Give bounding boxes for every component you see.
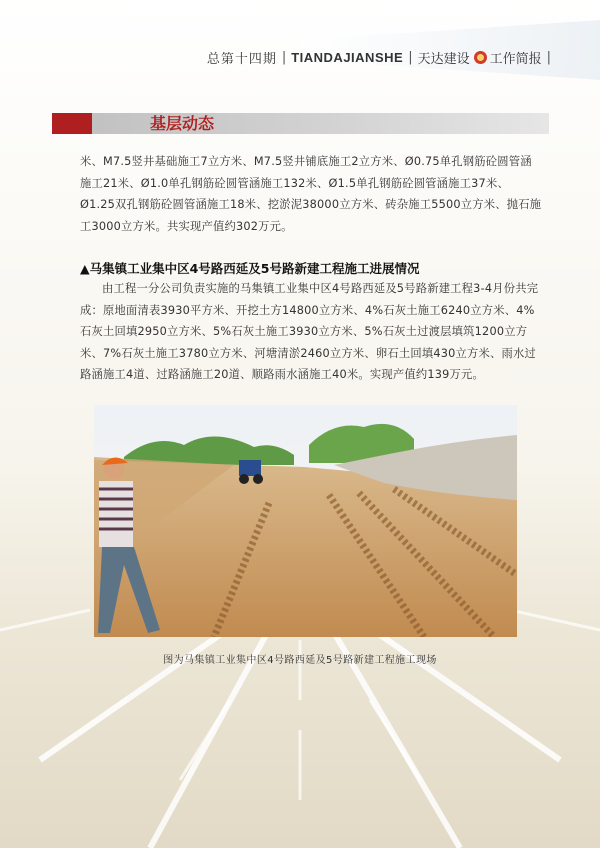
section-marker bbox=[52, 113, 92, 134]
issue-number: 总第十四期 bbox=[206, 52, 277, 67]
photo-caption: 图为马集镇工业集中区4号路西延及5号路新建工程施工现场 bbox=[163, 655, 437, 666]
header-divider: | bbox=[408, 50, 413, 65]
company-logo-icon bbox=[474, 51, 487, 64]
continued-paragraph: 米、M7.5竖井基础施工7立方米、M7.5竖井铺底施工2立方米、Ø0.75单孔钢筋砼圆管涵施工21米、Ø1.0单孔钢筋砼圆管涵施工132米、Ø1.5单孔钢筋砼圆管涵施工37米、Ø1.25双孔钢筋砼圆管涵施工18米、挖淤泥38000立方米、砖杂施工5500立方米、抛石施工3000立方米。共实现产值约302万元。 bbox=[80, 155, 542, 233]
header-divider: | bbox=[546, 50, 551, 65]
article-body: 由工程一分公司负责实施的马集镇工业集中区4号路西延及5号路新建工程3-4月份共完成：原地面清表3930平方米、开挖土方14800立方米、4%石灰土施工6240立方米、4%石灰土回填2950立方米、5%石灰土施工3930立方米、5%石灰土过渡层填筑1200立方米、7%石灰土施工3780立方米、河塘清淤2460立方米、卵石土回填430立方米、雨水过路涵施工4道、过路涵施工20道、顺路雨水涵施工40米。实现产值约139万元。 bbox=[80, 282, 539, 381]
construction-site-photo bbox=[94, 405, 517, 637]
brand-name: TIANDAJIANSHE bbox=[291, 50, 404, 65]
company-name: 天达建设 bbox=[417, 52, 470, 67]
column-name: 工作简报 bbox=[489, 52, 542, 67]
section-title: 基层动态 bbox=[150, 114, 215, 133]
header-divider: | bbox=[281, 50, 287, 65]
section-header bbox=[52, 113, 549, 134]
article-heading: ▲马集镇工业集中区4号路西延及5号路新建工程施工进展情况 bbox=[80, 261, 420, 276]
page-header bbox=[207, 48, 556, 67]
